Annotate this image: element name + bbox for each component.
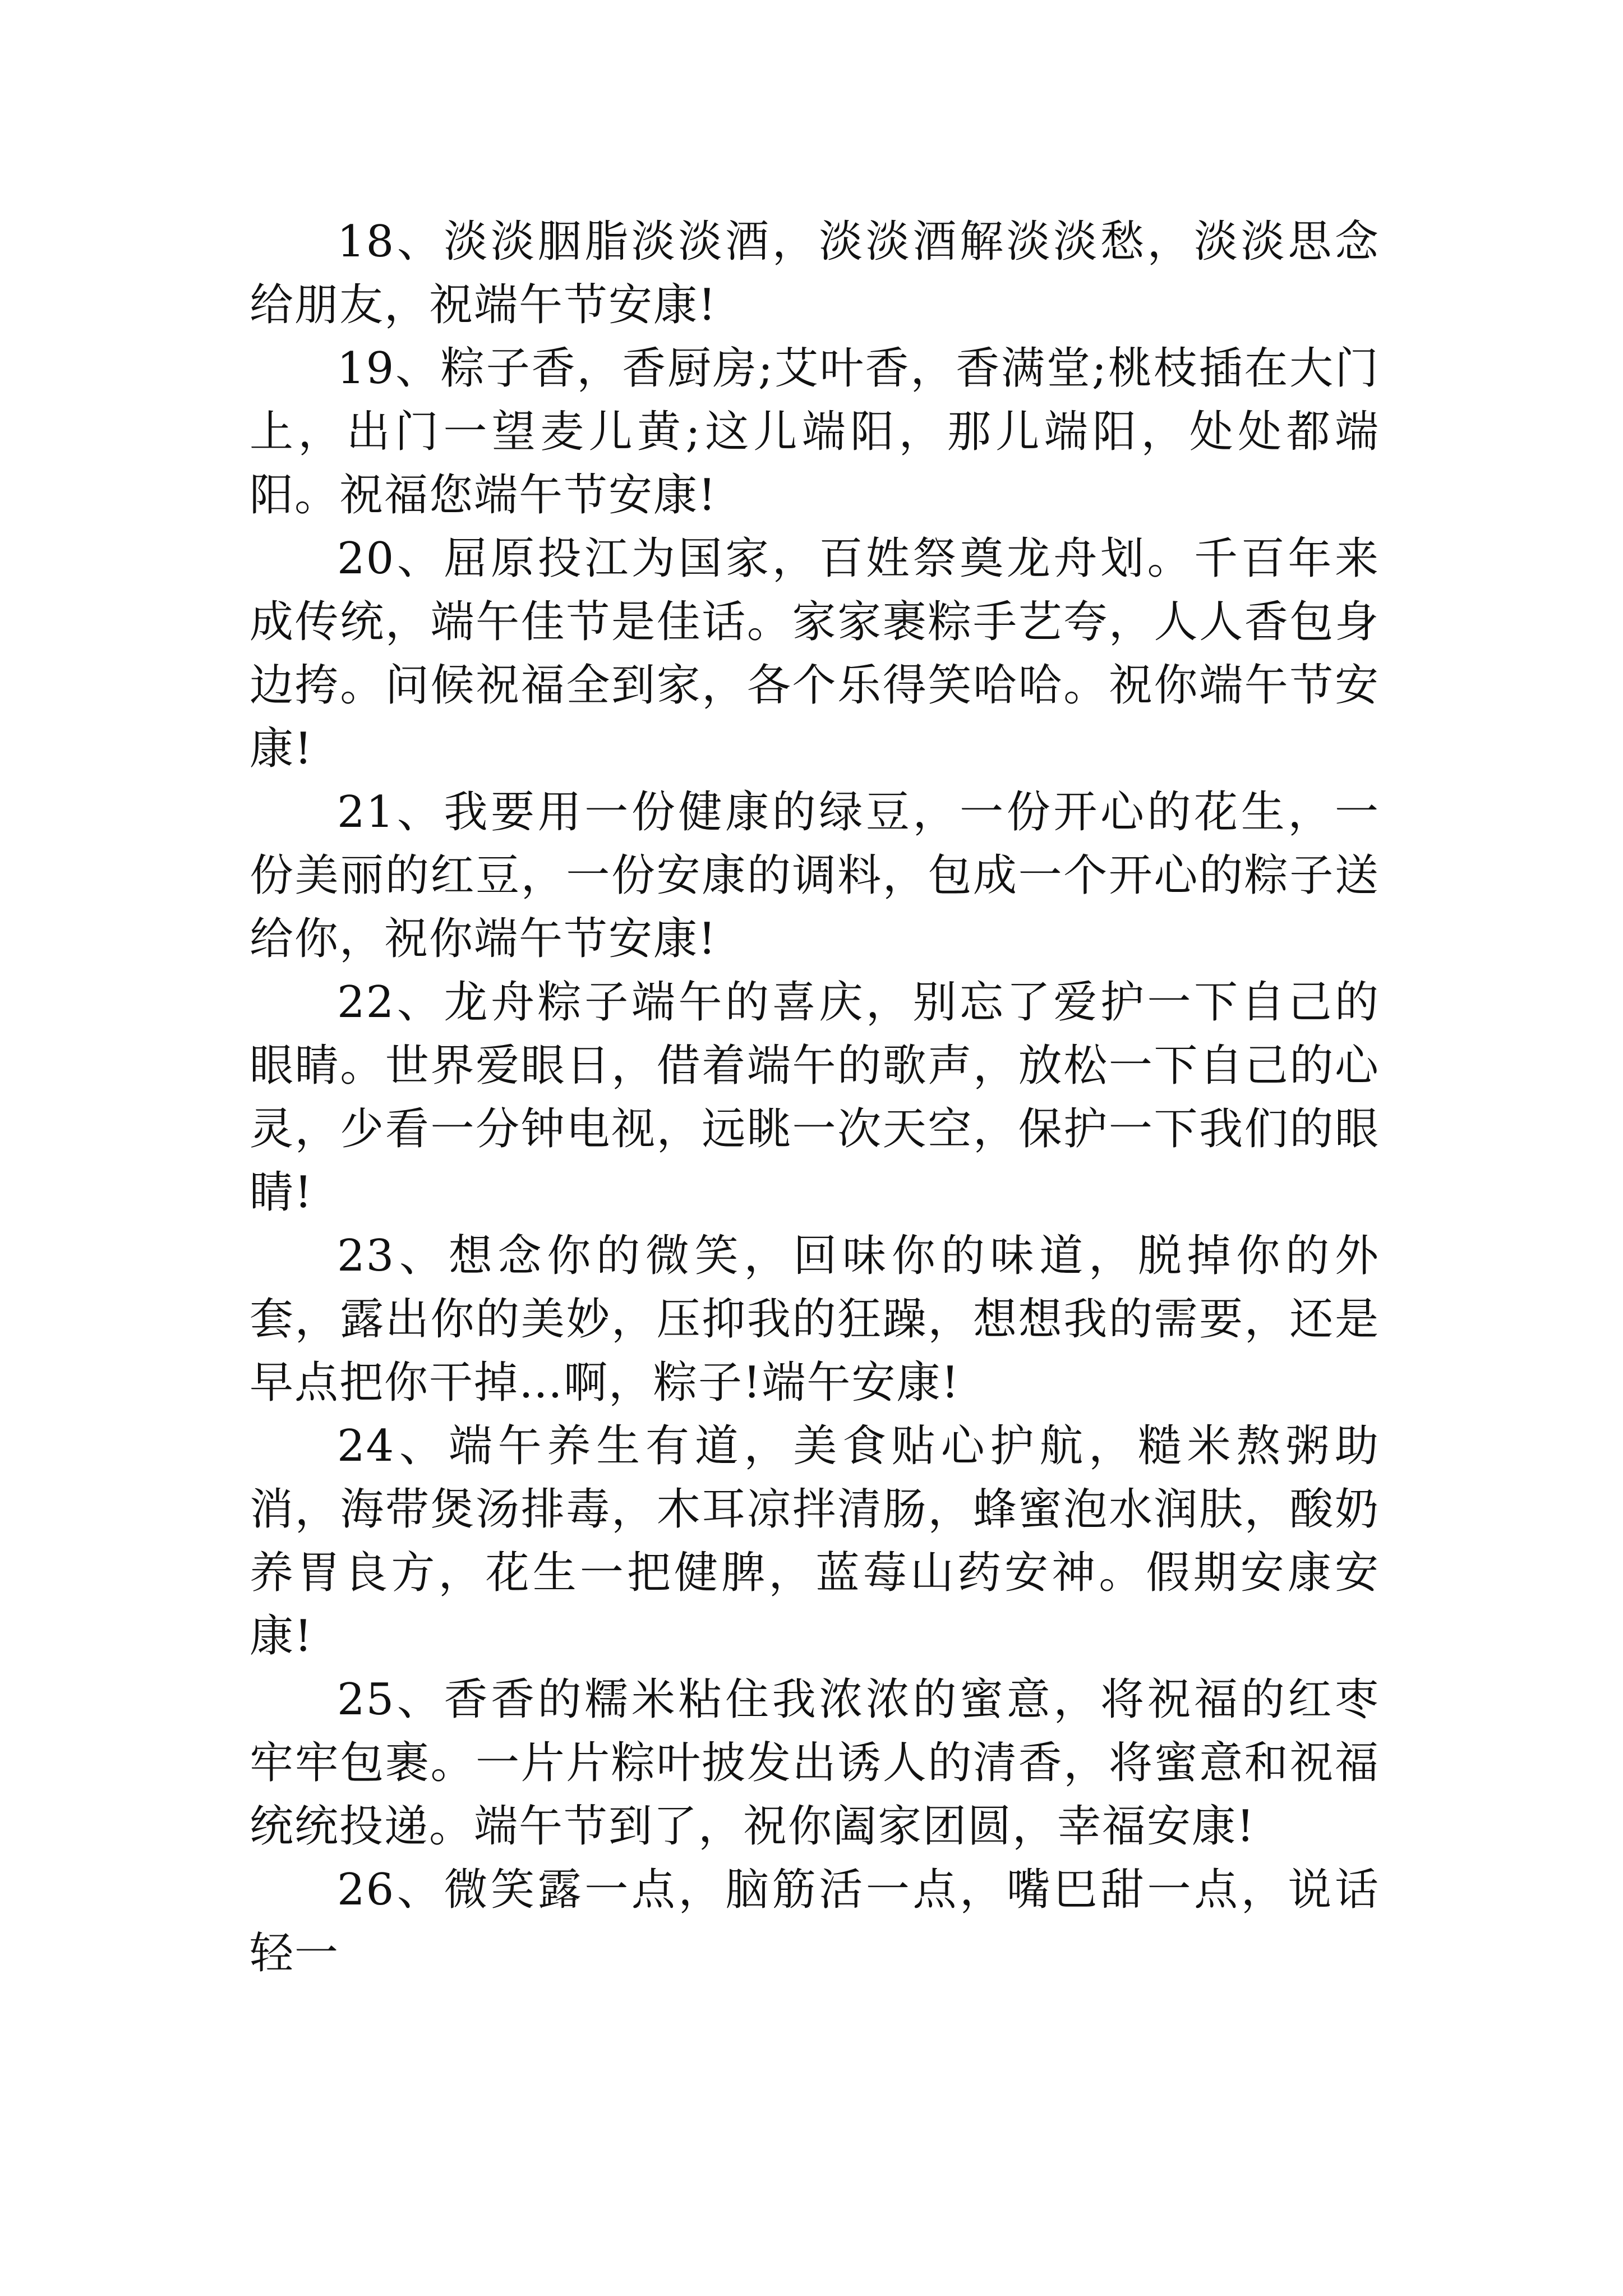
paragraph-25: 25、香香的糯米粘住我浓浓的蜜意，将祝福的红枣牢牢包裹。一片片粽叶披发出诱人的清香，将蜜意和祝福统统投递。端午节到了，祝你阖家团圆，幸福安康! — [250, 1674, 1380, 1852]
paragraph-22: 22、龙舟粽子端午的喜庆，别忘了爱护一下自己的眼睛。世界爱眼日，借着端午的歌声，放松一下自己的心灵，少看一分钟电视，远眺一次天空，保护一下我们的眼睛! — [250, 977, 1380, 1218]
document-body — [250, 210, 1380, 1985]
paragraph-20: 20、屈原投江为国家，百姓祭奠龙舟划。千百年来成传统，端午佳节是佳话。家家裹粽手艺夸，人人香包身边挎。问候祝福全到家，各个乐得笑哈哈。祝你端午节安康! — [250, 533, 1380, 774]
paragraph-18: 18、淡淡胭脂淡淡酒，淡淡酒解淡淡愁，淡淡思念给朋友，祝端午节安康! — [250, 217, 1380, 330]
paragraph-26: 26、微笑露一点，脑筋活一点，嘴巴甜一点，说话轻一 — [250, 1865, 1380, 1978]
paragraph-19: 19、粽子香，香厨房;艾叶香，香满堂;桃枝插在大门上，出门一望麦儿黄;这儿端阳，那儿端阳，处处都端阳。祝福您端午节安康! — [250, 343, 1380, 521]
paragraph-23: 23、想念你的微笑，回味你的味道，脱掉你的外套，露出你的美妙，压抑我的狂躁，想想我的需要，还是早点把你干掉…啊，粽子!端午安康! — [250, 1231, 1380, 1408]
paragraph-21: 21、我要用一份健康的绿豆，一份开心的花生，一份美丽的红豆，一份安康的调料，包成一个开心的粽子送给你，祝你端午节安康! — [250, 787, 1380, 964]
paragraph-24: 24、端午养生有道，美食贴心护航，糙米熬粥助消，海带煲汤排毒，木耳凉拌清肠，蜂蜜泡水润肤，酸奶养胃良方，花生一把健脾，蓝莓山药安神。假期安康安康! — [250, 1421, 1380, 1662]
